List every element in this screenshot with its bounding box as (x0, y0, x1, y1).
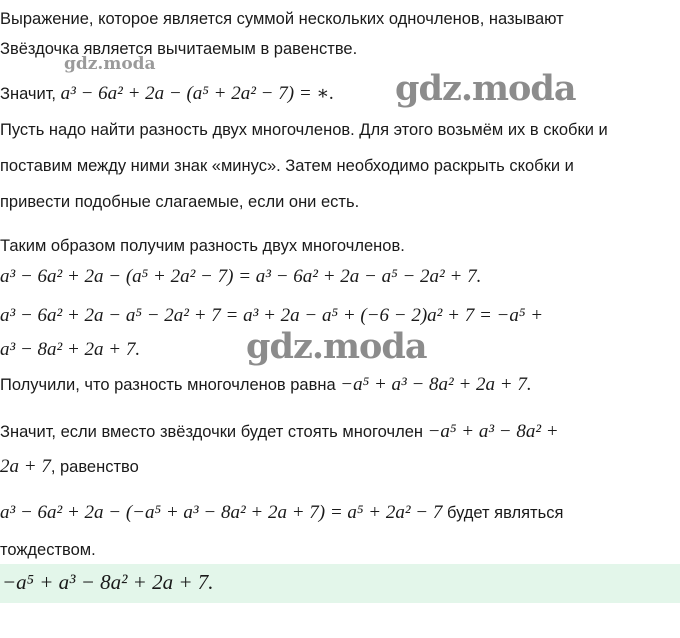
text-line: Звёздочка является вычитаемым в равенстве. (0, 40, 358, 58)
answer-expression: −a⁵ + a³ − 8a² + 2a + 7. (2, 570, 214, 594)
text-line: поставим между ними знак «минус». Затем необходимо раскрыть скобки и (0, 157, 574, 175)
math-expression: 2a + 7 (0, 456, 51, 477)
watermark-logo: gdz.moda (246, 326, 427, 367)
text-line: Значит, a³ − 6a² + 2a − (a⁵ + 2a² − 7) = ∗. (0, 83, 335, 104)
math-expression: −a⁵ + a³ − 8a² + (427, 421, 559, 442)
math-expression: a³ − 6a² + 2a − (a⁵ + 2a² − 7) = a³ − 6a² + 2a − a⁵ − 2a² + 7. (0, 266, 482, 287)
text-line: тождеством. (0, 541, 96, 559)
text-line: Пусть надо найти разность двух многочленов. Для этого возьмём их в скобки и (0, 121, 608, 139)
math-expression: a³ − 8a² + 2a + 7. (0, 339, 141, 360)
text-line: привести подобные слагаемые, если они есть. (0, 193, 360, 211)
math-expression: a³ − 6a² + 2a − a⁵ − 2a² + 7 = a³ + 2a − a⁵ + (−6 − 2)a² + 7 = −a⁵ + (0, 305, 544, 326)
text-line: Значит, если вместо звёздочки будет стоять многочлен −a⁵ + a³ − 8a² + (0, 421, 559, 442)
text-line: 2a + 7, равенство (0, 456, 139, 477)
answer-box (0, 564, 680, 603)
text-line: Таким образом получим разность двух многочленов. (0, 237, 405, 255)
text-line: a³ − 6a² + 2a − (−a⁵ + a³ − 8a² + 2a + 7) = a⁵ + 2a² − 7 будет являться (0, 502, 564, 523)
watermark-logo: gdz.moda (64, 54, 156, 74)
math-expression: a³ − 6a² + 2a − (−a⁵ + a³ − 8a² + 2a + 7) = a⁵ + 2a² − 7 (0, 502, 443, 523)
watermark-logo: gdz.moda (395, 68, 576, 109)
math-expression: a³ − 6a² + 2a − (a⁵ + 2a² − 7) = ∗. (60, 83, 335, 104)
math-expression: −a⁵ + a³ − 8a² + 2a + 7. (340, 374, 532, 395)
text-line: Получили, что разность многочленов равна −a⁵ + a³ − 8a² + 2a + 7. (0, 374, 532, 395)
text-line: Выражение, которое является суммой нескольких одночленов, называют (0, 10, 564, 28)
